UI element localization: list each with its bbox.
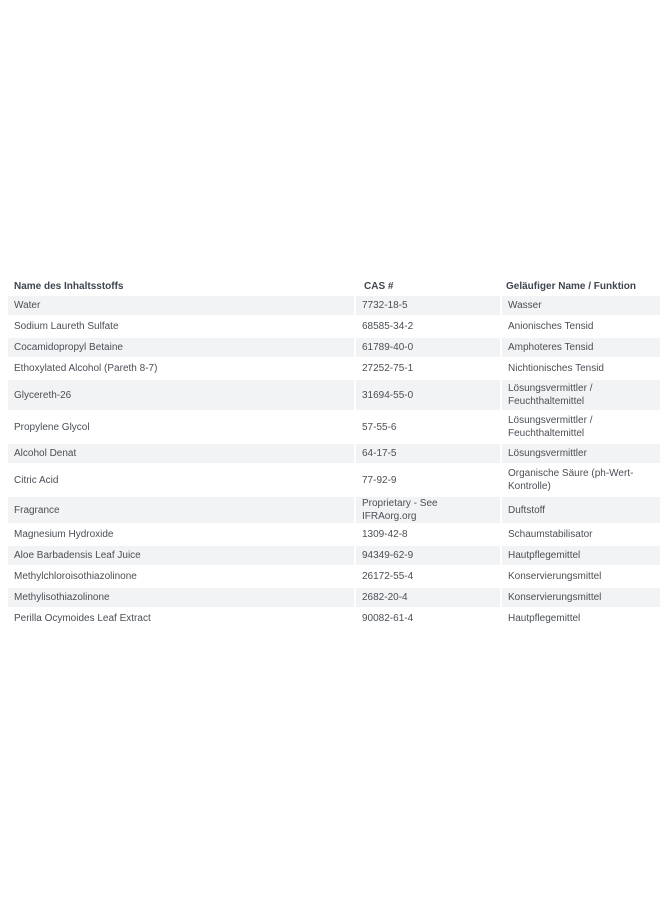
header-ingredient-name: Name des Inhaltsstoffs [8, 276, 354, 296]
ingredient-function: Lösungsvermittler [500, 444, 660, 465]
ingredient-function: Wasser [500, 296, 660, 317]
ingredient-name: Magnesium Hydroxide [8, 525, 354, 546]
cas-number: 61789-40-0 [354, 338, 500, 359]
ingredient-function: Lösungsvermittler / Feuchthaltemittel [500, 412, 660, 444]
ingredient-name: Ethoxylated Alcohol (Pareth 8-7) [8, 359, 354, 380]
table-row [8, 444, 660, 465]
ingredient-function: Amphoteres Tensid [500, 338, 660, 359]
ingredient-function: Lösungsvermittler / Feuchthaltemittel [500, 380, 660, 412]
table-row [8, 380, 660, 412]
table-row [8, 296, 660, 317]
cas-number: 7732-18-5 [354, 296, 500, 317]
ingredient-name: Methylchloroisothiazolinone [8, 567, 354, 588]
table-row [8, 567, 660, 588]
ingredient-function: Schaumstabilisator [500, 525, 660, 546]
cas-number: 57-55-6 [354, 412, 500, 444]
table-row [8, 338, 660, 359]
ingredient-function: Nichtionisches Tensid [500, 359, 660, 380]
header-cas-number: CAS # [354, 276, 500, 296]
ingredient-name: Aloe Barbadensis Leaf Juice [8, 546, 354, 567]
ingredient-function: Anionisches Tensid [500, 317, 660, 338]
ingredients-table [8, 276, 660, 630]
table-header-row [8, 276, 660, 296]
cas-number: 64-17-5 [354, 444, 500, 465]
ingredient-name: Glycereth-26 [8, 380, 354, 412]
cas-number: 31694-55-0 [354, 380, 500, 412]
table-row [8, 525, 660, 546]
ingredient-name: Alcohol Denat [8, 444, 354, 465]
ingredients-body [8, 296, 660, 630]
cas-number: 77-92-9 [354, 465, 500, 497]
cas-number: 1309-42-8 [354, 525, 500, 546]
ingredient-name: Sodium Laureth Sulfate [8, 317, 354, 338]
table-row [8, 546, 660, 567]
ingredient-function: Konservierungsmittel [500, 567, 660, 588]
ingredient-name: Citric Acid [8, 465, 354, 497]
ingredient-name: Perilla Ocymoides Leaf Extract [8, 609, 354, 630]
header-common-name-function: Geläufiger Name / Funktion [500, 276, 660, 296]
table-row [8, 588, 660, 609]
table-row [8, 609, 660, 630]
cas-number: 94349-62-9 [354, 546, 500, 567]
ingredient-function: Duftstoff [500, 497, 660, 525]
table-row [8, 412, 660, 444]
table-row [8, 497, 660, 525]
ingredient-function: Hautpflegemittel [500, 546, 660, 567]
ingredient-function: Organische Säure (ph-Wert-Kontrolle) [500, 465, 660, 497]
ingredient-name: Methylisothiazolinone [8, 588, 354, 609]
table-row [8, 317, 660, 338]
ingredient-function: Konservierungsmittel [500, 588, 660, 609]
table-row [8, 465, 660, 497]
ingredient-function: Hautpflegemittel [500, 609, 660, 630]
ingredient-name: Water [8, 296, 354, 317]
ingredient-name: Cocamidopropyl Betaine [8, 338, 354, 359]
cas-number: 27252-75-1 [354, 359, 500, 380]
ingredient-name: Fragrance [8, 497, 354, 525]
cas-number: 90082-61-4 [354, 609, 500, 630]
cas-number: 2682-20-4 [354, 588, 500, 609]
cas-number: Proprietary - See IFRAorg.org [354, 497, 500, 525]
ingredient-name: Propylene Glycol [8, 412, 354, 444]
cas-number: 68585-34-2 [354, 317, 500, 338]
table-row [8, 359, 660, 380]
cas-number: 26172-55-4 [354, 567, 500, 588]
